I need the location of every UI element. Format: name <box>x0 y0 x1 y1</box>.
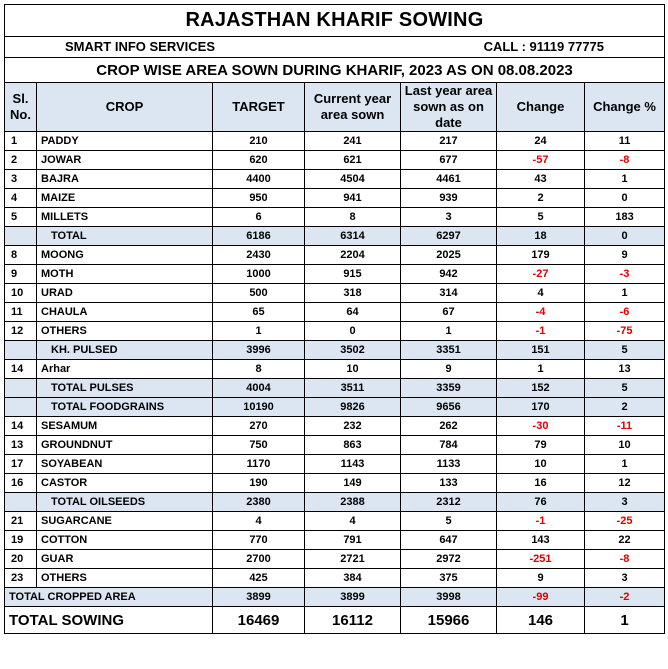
last-cell: 9656 <box>401 398 497 417</box>
last-cell: 677 <box>401 151 497 170</box>
change-pct-cell: 12 <box>585 474 665 493</box>
table-row <box>5 455 665 474</box>
current-cell: 64 <box>305 303 401 322</box>
crop-name: KH. PULSED <box>37 341 213 360</box>
header-change-pct: Change % <box>585 83 665 132</box>
last-cell: 314 <box>401 284 497 303</box>
crop-name: BAJRA <box>37 170 213 189</box>
table-row <box>5 132 665 151</box>
subtotal-row <box>5 588 665 607</box>
target-cell: 620 <box>213 151 305 170</box>
sl-no: 12 <box>5 322 37 341</box>
crop-name: SUGARCANE <box>37 512 213 531</box>
change-pct-cell: -8 <box>585 151 665 170</box>
change-cell: 2 <box>497 189 585 208</box>
crop-name: TOTAL PULSES <box>37 379 213 398</box>
change-pct-cell: -11 <box>585 417 665 436</box>
last-cell: 6297 <box>401 227 497 246</box>
last-cell: 939 <box>401 189 497 208</box>
change-cell: -27 <box>497 265 585 284</box>
change-cell: 76 <box>497 493 585 512</box>
sl-no: 14 <box>5 417 37 436</box>
table-row <box>5 151 665 170</box>
crop-name: MAIZE <box>37 189 213 208</box>
table-row <box>5 189 665 208</box>
target-cell: 500 <box>213 284 305 303</box>
crop-name: SESAMUM <box>37 417 213 436</box>
change-cell: 179 <box>497 246 585 265</box>
sl-no: 23 <box>5 569 37 588</box>
crop-name: SOYABEAN <box>37 455 213 474</box>
change-cell: -4 <box>497 303 585 322</box>
crop-name: OTHERS <box>37 322 213 341</box>
change-cell: 9 <box>497 569 585 588</box>
table-row <box>5 512 665 531</box>
final-label: TOTAL SOWING <box>5 607 213 634</box>
current-cell: 621 <box>305 151 401 170</box>
change-cell: -99 <box>497 588 585 607</box>
change-pct-cell: -2 <box>585 588 665 607</box>
last-cell: 5 <box>401 512 497 531</box>
info-bar <box>5 37 665 58</box>
current-cell: 10 <box>305 360 401 379</box>
crop-name: URAD <box>37 284 213 303</box>
change-cell: 24 <box>497 132 585 151</box>
last-cell: 3359 <box>401 379 497 398</box>
current-cell: 3511 <box>305 379 401 398</box>
target-cell: 4 <box>213 512 305 531</box>
current-cell: 791 <box>305 531 401 550</box>
table-row <box>5 246 665 265</box>
target-cell: 2380 <box>213 493 305 512</box>
sowing-table <box>4 4 665 634</box>
change-cell: 4 <box>497 284 585 303</box>
crop-name: MOTH <box>37 265 213 284</box>
change-cell: 151 <box>497 341 585 360</box>
sl-no: 14 <box>5 360 37 379</box>
crop-name: MOONG <box>37 246 213 265</box>
crop-name: CHAULA <box>37 303 213 322</box>
table-row <box>5 569 665 588</box>
sl-no <box>5 398 37 417</box>
final-last: 15966 <box>401 607 497 634</box>
target-cell: 2700 <box>213 550 305 569</box>
current-cell: 863 <box>305 436 401 455</box>
current-cell: 915 <box>305 265 401 284</box>
target-cell: 2430 <box>213 246 305 265</box>
change-pct-cell: 3 <box>585 493 665 512</box>
current-cell: 6314 <box>305 227 401 246</box>
change-pct-cell: 10 <box>585 436 665 455</box>
change-cell: -57 <box>497 151 585 170</box>
target-cell: 425 <box>213 569 305 588</box>
sl-no: 19 <box>5 531 37 550</box>
change-pct-cell: 183 <box>585 208 665 227</box>
change-cell: 79 <box>497 436 585 455</box>
final-current: 16112 <box>305 607 401 634</box>
target-cell: 750 <box>213 436 305 455</box>
change-cell: 5 <box>497 208 585 227</box>
last-cell: 1 <box>401 322 497 341</box>
change-cell: 152 <box>497 379 585 398</box>
target-cell: 3996 <box>213 341 305 360</box>
sl-no: 9 <box>5 265 37 284</box>
header-row <box>5 83 665 132</box>
table-row <box>5 303 665 322</box>
table-row <box>5 531 665 550</box>
header-current: Current year area sown <box>305 83 401 132</box>
current-cell: 1143 <box>305 455 401 474</box>
current-cell: 0 <box>305 322 401 341</box>
target-cell: 1 <box>213 322 305 341</box>
last-cell: 647 <box>401 531 497 550</box>
crop-name: JOWAR <box>37 151 213 170</box>
sl-no <box>5 379 37 398</box>
target-cell: 10190 <box>213 398 305 417</box>
last-cell: 67 <box>401 303 497 322</box>
target-cell: 4004 <box>213 379 305 398</box>
change-pct-cell: 1 <box>585 170 665 189</box>
sl-no: 3 <box>5 170 37 189</box>
table-row <box>5 265 665 284</box>
target-cell: 6186 <box>213 227 305 246</box>
change-cell: 1 <box>497 360 585 379</box>
final-change-pct: 1 <box>585 607 665 634</box>
current-cell: 2388 <box>305 493 401 512</box>
current-cell: 384 <box>305 569 401 588</box>
final-change: 146 <box>497 607 585 634</box>
last-cell: 3 <box>401 208 497 227</box>
target-cell: 6 <box>213 208 305 227</box>
sowing-report <box>4 4 664 666</box>
target-cell: 770 <box>213 531 305 550</box>
target-cell: 1170 <box>213 455 305 474</box>
change-pct-cell: 0 <box>585 189 665 208</box>
crop-name: GROUNDNUT <box>37 436 213 455</box>
header-target: TARGET <box>213 83 305 132</box>
target-cell: 1000 <box>213 265 305 284</box>
crop-name: COTTON <box>37 531 213 550</box>
change-pct-cell: -75 <box>585 322 665 341</box>
sl-no: 16 <box>5 474 37 493</box>
last-cell: 3351 <box>401 341 497 360</box>
change-pct-cell: 1 <box>585 455 665 474</box>
current-cell: 318 <box>305 284 401 303</box>
change-cell: -1 <box>497 512 585 531</box>
table-row <box>5 284 665 303</box>
current-cell: 2204 <box>305 246 401 265</box>
sl-no: 5 <box>5 208 37 227</box>
table-row <box>5 436 665 455</box>
last-cell: 2972 <box>401 550 497 569</box>
target-cell: 65 <box>213 303 305 322</box>
table-row <box>5 322 665 341</box>
sl-no: 13 <box>5 436 37 455</box>
change-pct-cell: 1 <box>585 284 665 303</box>
current-cell: 149 <box>305 474 401 493</box>
sl-no: 10 <box>5 284 37 303</box>
subtotal-row <box>5 398 665 417</box>
current-cell: 232 <box>305 417 401 436</box>
current-cell: 3502 <box>305 341 401 360</box>
last-cell: 1133 <box>401 455 497 474</box>
sl-no <box>5 341 37 360</box>
target-cell: 3899 <box>213 588 305 607</box>
table-row <box>5 360 665 379</box>
change-pct-cell: 22 <box>585 531 665 550</box>
change-cell: -30 <box>497 417 585 436</box>
change-pct-cell: 0 <box>585 227 665 246</box>
change-pct-cell: 11 <box>585 132 665 151</box>
report-subtitle: CROP WISE AREA SOWN DURING KHARIF, 2023 AS ON 08.08.2023 <box>5 58 665 83</box>
crop-name: TOTAL <box>37 227 213 246</box>
sl-no: 21 <box>5 512 37 531</box>
last-cell: 2025 <box>401 246 497 265</box>
last-cell: 784 <box>401 436 497 455</box>
call-number: CALL : 91119 77775 <box>483 39 605 54</box>
change-pct-cell: -25 <box>585 512 665 531</box>
change-cell: 43 <box>497 170 585 189</box>
header-sl: Sl. No. <box>5 83 37 132</box>
crop-name: PADDY <box>37 132 213 151</box>
brand-name: SMART INFO SERVICES <box>65 39 216 54</box>
change-pct-cell: 3 <box>585 569 665 588</box>
change-cell: 170 <box>497 398 585 417</box>
change-cell: 18 <box>497 227 585 246</box>
subtotal-row <box>5 493 665 512</box>
change-pct-cell: 5 <box>585 341 665 360</box>
subtotal-row <box>5 379 665 398</box>
last-cell: 133 <box>401 474 497 493</box>
target-cell: 190 <box>213 474 305 493</box>
change-cell: 10 <box>497 455 585 474</box>
target-cell: 4400 <box>213 170 305 189</box>
subtotal-row <box>5 227 665 246</box>
sl-no: 11 <box>5 303 37 322</box>
last-cell: 4461 <box>401 170 497 189</box>
change-pct-cell: -8 <box>585 550 665 569</box>
current-cell: 4504 <box>305 170 401 189</box>
last-cell: 942 <box>401 265 497 284</box>
final-total-row <box>5 607 665 634</box>
current-cell: 241 <box>305 132 401 151</box>
current-cell: 3899 <box>305 588 401 607</box>
final-target: 16469 <box>213 607 305 634</box>
crop-name: OTHERS <box>37 569 213 588</box>
table-row <box>5 170 665 189</box>
change-pct-cell: -6 <box>585 303 665 322</box>
subtotal-row <box>5 341 665 360</box>
header-last: Last year area sown as on date <box>401 83 497 132</box>
last-cell: 217 <box>401 132 497 151</box>
change-pct-cell: -3 <box>585 265 665 284</box>
last-cell: 9 <box>401 360 497 379</box>
current-cell: 2721 <box>305 550 401 569</box>
current-cell: 4 <box>305 512 401 531</box>
target-cell: 210 <box>213 132 305 151</box>
current-cell: 941 <box>305 189 401 208</box>
table-row <box>5 208 665 227</box>
last-cell: 2312 <box>401 493 497 512</box>
crop-name: TOTAL CROPPED AREA <box>5 588 213 607</box>
sl-no: 17 <box>5 455 37 474</box>
header-change: Change <box>497 83 585 132</box>
last-cell: 375 <box>401 569 497 588</box>
crop-name: GUAR <box>37 550 213 569</box>
change-pct-cell: 2 <box>585 398 665 417</box>
crop-name: MILLETS <box>37 208 213 227</box>
table-row <box>5 417 665 436</box>
last-cell: 3998 <box>401 588 497 607</box>
sl-no <box>5 227 37 246</box>
change-cell: 143 <box>497 531 585 550</box>
crop-name: TOTAL OILSEEDS <box>37 493 213 512</box>
sl-no: 2 <box>5 151 37 170</box>
current-cell: 9826 <box>305 398 401 417</box>
target-cell: 950 <box>213 189 305 208</box>
table-row <box>5 474 665 493</box>
sl-no: 8 <box>5 246 37 265</box>
last-cell: 262 <box>401 417 497 436</box>
change-pct-cell: 9 <box>585 246 665 265</box>
crop-name: CASTOR <box>37 474 213 493</box>
sl-no: 4 <box>5 189 37 208</box>
sl-no: 20 <box>5 550 37 569</box>
report-title: RAJASTHAN KHARIF SOWING <box>5 5 665 37</box>
table-row <box>5 550 665 569</box>
header-crop: CROP <box>37 83 213 132</box>
current-cell: 8 <box>305 208 401 227</box>
change-cell: -251 <box>497 550 585 569</box>
change-pct-cell: 13 <box>585 360 665 379</box>
crop-name: TOTAL FOODGRAINS <box>37 398 213 417</box>
sl-no <box>5 493 37 512</box>
change-cell: -1 <box>497 322 585 341</box>
target-cell: 8 <box>213 360 305 379</box>
change-cell: 16 <box>497 474 585 493</box>
data-rows <box>5 132 665 607</box>
change-pct-cell: 5 <box>585 379 665 398</box>
crop-name: Arhar <box>37 360 213 379</box>
target-cell: 270 <box>213 417 305 436</box>
sl-no: 1 <box>5 132 37 151</box>
